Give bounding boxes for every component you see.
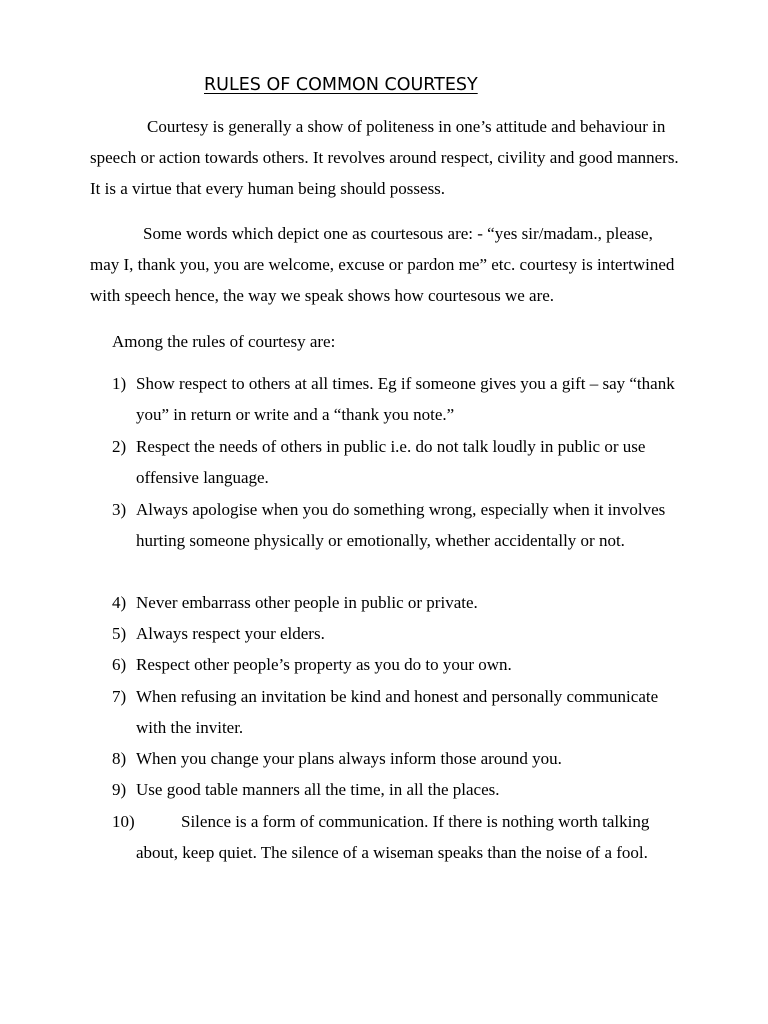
list-item-text: Respect other people’s property as you do to your own. — [136, 655, 512, 674]
list-item-number: 1) — [112, 374, 127, 393]
list-item-number: 9) — [112, 780, 127, 799]
rules-intro: Among the rules of courtesy are: — [112, 332, 336, 351]
list-item-text: When refusing an invitation be kind and honest and personally communicate with the inviter. — [136, 687, 659, 737]
list-item-text: When you change your plans always inform those around you. — [136, 749, 562, 768]
list-item-number: 10) — [112, 812, 135, 831]
list-item-number: 2) — [112, 437, 127, 456]
list-item-number: 6) — [112, 655, 127, 674]
list-item-number: 4) — [112, 593, 127, 612]
list-item-text: Use good table manners all the time, in all the places. — [136, 780, 500, 799]
list-item-text: Always apologise when you do something wrong, especially when it involves hurting someone physically or emotionally, whether accidentally or not. — [136, 500, 666, 550]
list-item-text: Silence is a form of communication. If there is nothing worth talking about, keep quiet. The silence of a wiseman speaks than the noise of a fool. — [136, 812, 650, 862]
list-item-text: Always respect your elders. — [136, 624, 325, 643]
list-item-number: 7) — [112, 687, 127, 706]
paragraph-courteous-words: Some words which depict one as courtesous are: - “yes sir/madam., please, may I, thank you, you are welcome, excuse or pardon me” etc. courtesy is intertwined with speech hence, the way we speak shows how courtesous we are. — [90, 224, 675, 305]
paragraph-courtesy-definition: Courtesy is generally a show of politeness in one’s attitude and behaviour in speech or action towards others. It revolves around respect, civility and good manners. It is a virtue that every human being should possess. — [90, 117, 679, 198]
list-item-number: 8) — [112, 749, 127, 768]
page-title: RULES OF COMMON COURTESY — [204, 75, 478, 95]
list-item-number: 3) — [112, 500, 127, 519]
list-item-number: 5) — [112, 624, 127, 643]
list-item-text: Never embarrass other people in public or private. — [136, 593, 478, 612]
list-item-text: Respect the needs of others in public i.e. do not talk loudly in public or use offensive language. — [136, 437, 646, 487]
list-item-text: Show respect to others at all times. Eg if someone gives you a gift – say “thank you” in return or write and a “thank you note.” — [136, 374, 675, 424]
